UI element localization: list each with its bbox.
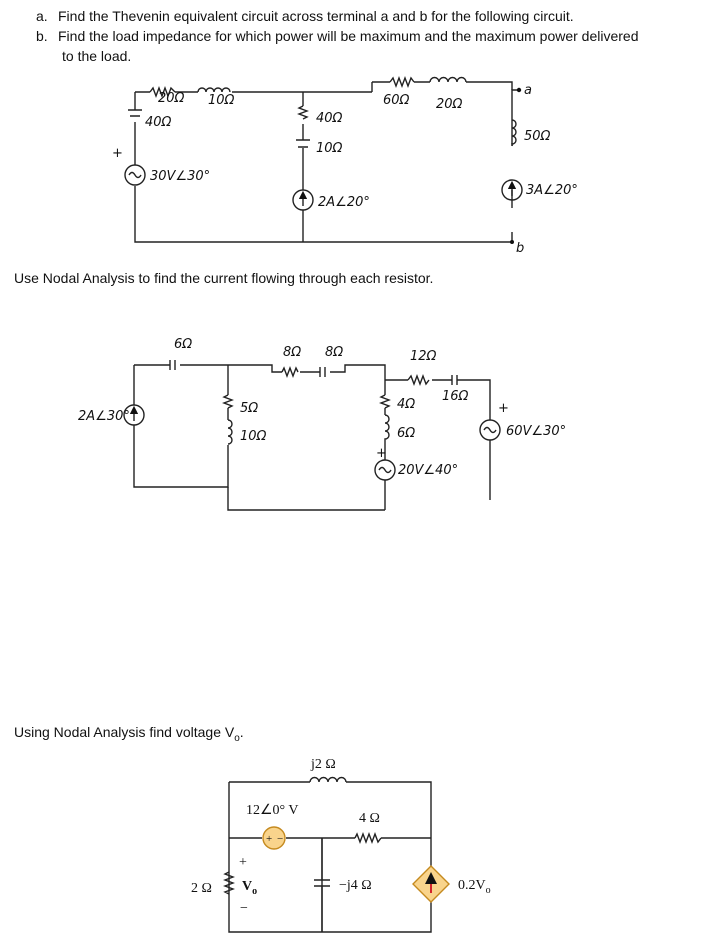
circuit-2-resistor-8 — [282, 368, 298, 376]
circuit-2-left-loop — [134, 365, 228, 487]
c3-label-r2: 2 Ω — [191, 881, 212, 896]
circuit-3 — [191, 757, 491, 932]
c2-label-c6: 6Ω — [174, 337, 193, 352]
c3-label-plus: + — [239, 855, 247, 870]
question-b-marker: b. — [36, 28, 48, 44]
circuit-2-capacitor-16 — [452, 375, 457, 385]
circuit-2-capacitor-8 — [320, 367, 325, 377]
c2-label-r8: 8Ω — [283, 345, 302, 360]
svg-text:+: + — [376, 446, 387, 461]
circuit-1-capacitor-10 — [296, 140, 310, 147]
circuit-2-resistor-12 — [408, 376, 429, 384]
circuit-1-inductor-10 — [198, 88, 230, 92]
c2-label-r4: 4Ω — [397, 397, 416, 412]
terminal-a-dot — [517, 88, 521, 92]
c3-label-dep: $0.2V_o$ — [458, 878, 491, 896]
svg-text:+: + — [266, 833, 273, 845]
c2-label-c8: 8Ω — [325, 345, 344, 360]
c1-label-r40: 40Ω — [316, 111, 343, 126]
question-3-main: Using Nodal Analysis find voltage V — [14, 724, 235, 740]
question-b-continuation: to the load. — [62, 48, 132, 64]
svg-text:−: − — [277, 833, 284, 845]
terminal-b-dot — [510, 240, 514, 244]
c3-label-j2: j2 Ω — [311, 757, 336, 772]
c1-label-a: a — [524, 83, 532, 98]
question-3-sub: o — [234, 732, 240, 744]
c1-label-c40: 40Ω — [145, 115, 172, 130]
circuit-3-inductor-j2 — [310, 778, 346, 782]
c1-label-r20: 20Ω — [158, 91, 185, 106]
question-3-dot: . — [239, 724, 244, 740]
svg-text:+: + — [112, 146, 123, 161]
circuit-2-bottom-wire — [228, 480, 385, 510]
c3-label-vo: $V_o$ — [242, 879, 258, 897]
circuit-1-resistor-60 — [390, 78, 414, 86]
question-a-marker: a. — [36, 8, 48, 24]
c2-label-vs60: 60V∠30° — [506, 424, 567, 439]
c3-label-cap: −j4 Ω — [339, 878, 372, 893]
circuit-3-inner-wire — [229, 838, 431, 932]
c2-label-c16: 16Ω — [442, 389, 469, 404]
c1-label-l50: 50Ω — [524, 129, 551, 144]
circuit-1-capacitor-40 — [128, 110, 142, 116]
svg-text:+: + — [498, 401, 509, 416]
circuit-2-resistor-5 — [224, 395, 232, 408]
c2-ac-wave-icon — [379, 468, 391, 473]
circuit-1-inductor-20 — [430, 78, 466, 82]
circuit-2-inductor-10 — [228, 420, 232, 444]
c1-label-l10: 10Ω — [208, 93, 235, 108]
question-b-text: Find the load impedance for which power will be maximum and the maximum power delivered — [58, 28, 639, 44]
circuit-2-resistor-4 — [381, 395, 389, 415]
c1-label-c10: 10Ω — [316, 141, 343, 156]
c2-label-l6: 6Ω — [397, 426, 416, 441]
circuit-3-resistor-4 — [355, 834, 381, 842]
c2-label-l10: 10Ω — [240, 429, 267, 444]
question-a-text: Find the Thevenin equivalent circuit across terminal a and b for the following circuit. — [58, 8, 574, 24]
circuit-1-right-top-wire — [372, 82, 512, 92]
c3-label-minus: − — [240, 901, 248, 916]
circuit-1-resistor-40 — [299, 106, 307, 119]
c1-label-cs3: 3A∠20° — [526, 183, 578, 198]
circuit-1 — [112, 78, 578, 257]
c1-label-b: b — [516, 241, 525, 256]
question-2-text: Use Nodal Analysis to find the current flowing through each resistor. — [14, 270, 434, 286]
c3-label-r4: 4 Ω — [359, 811, 380, 826]
c2-label-r5: 5Ω — [240, 401, 259, 416]
c2-label-vs20: 20V∠40° — [398, 463, 459, 478]
circuit-2-top-wire — [134, 365, 385, 395]
c2-ac-wave-icon-2 — [484, 428, 496, 433]
c3-label-vs: 12∠0° V — [246, 803, 299, 818]
c1-label-cs2: 2A∠20° — [318, 195, 370, 210]
circuit-2-capacitor-6 — [170, 360, 175, 370]
c1-label-source: 30V∠30° — [150, 169, 211, 184]
c1-label-l20: 20Ω — [436, 97, 463, 112]
c2-label-r12: 12Ω — [410, 349, 437, 364]
circuit-1-ac-wave-icon — [129, 173, 141, 178]
circuit-2 — [78, 337, 566, 510]
c1-label-r60: 60Ω — [383, 93, 410, 108]
c2-label-cs: 2A∠30° — [78, 409, 130, 424]
